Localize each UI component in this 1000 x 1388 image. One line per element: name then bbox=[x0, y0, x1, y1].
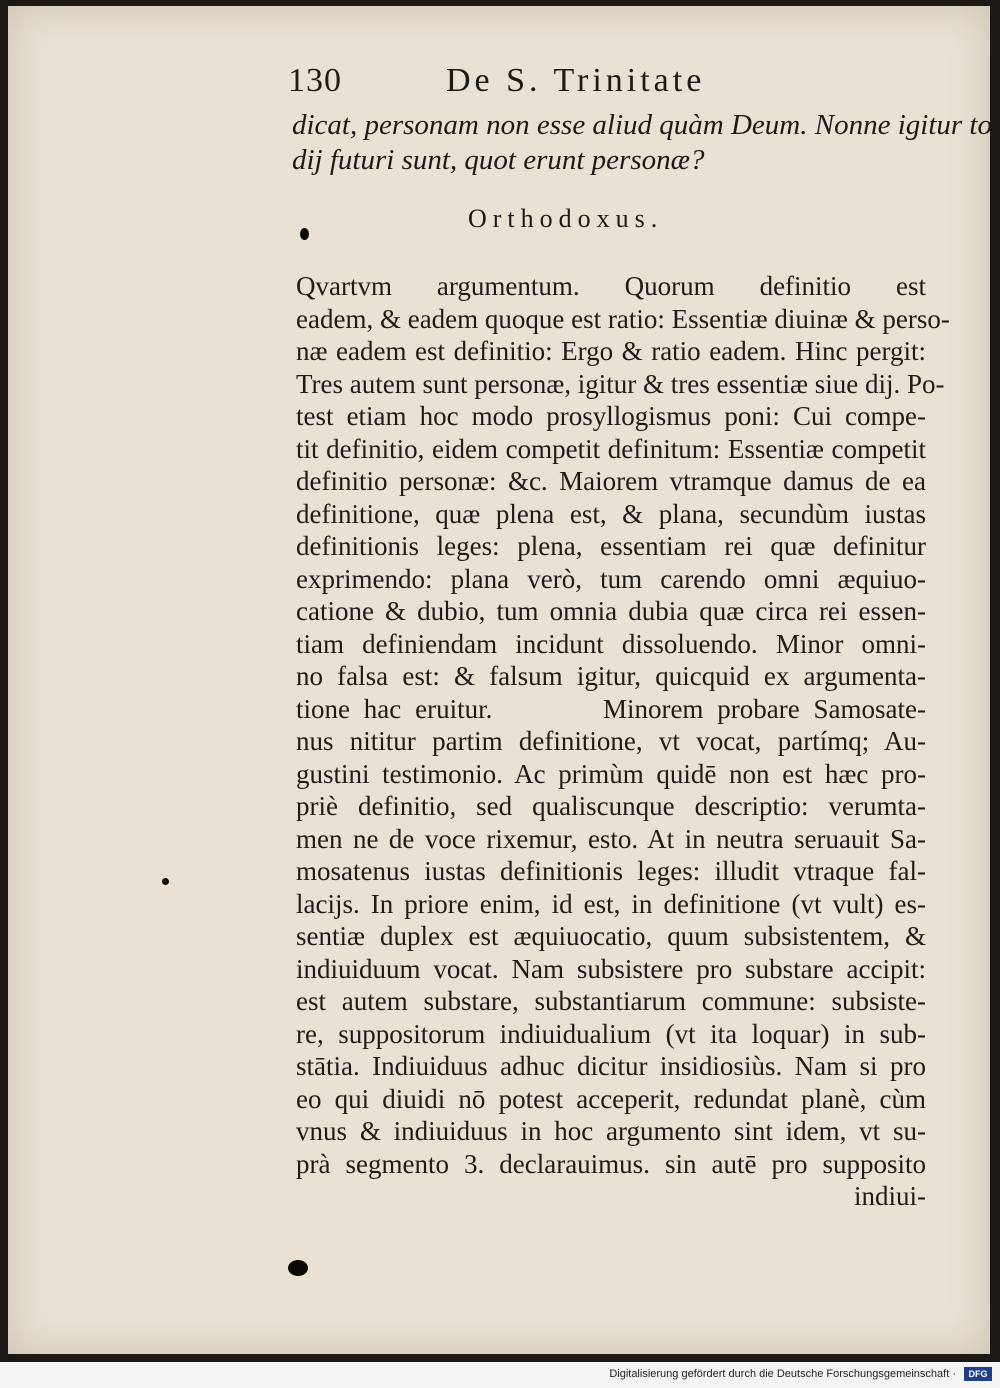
text-line: tit definitio, eidem competit definitum: Essentiæ competit bbox=[296, 433, 926, 464]
text-line: lacijs. In priore enim, id est, in definitione (vt vult) es- bbox=[296, 888, 926, 919]
text-line: est autem substare, substantiarum commune: subsiste- bbox=[296, 986, 926, 1016]
text-line: test etiam hoc modo prosyllogismus poni: Cui compe- bbox=[296, 401, 926, 431]
section-heading: Orthodoxus. bbox=[468, 204, 664, 233]
ink-blot-mark bbox=[288, 1260, 308, 1276]
intro-line: dicat, personam non esse aliud quàm Deum. Nonne igitur tot bbox=[292, 109, 1000, 141]
intro-italic-text bbox=[292, 108, 1000, 178]
text-line: catione & dubio, tum omnia dubia quæ circa rei essen- bbox=[296, 596, 926, 626]
digitization-footer bbox=[0, 1362, 1000, 1388]
text-line: vnus & indiuiduus in hoc argumento sint idem, vt su- bbox=[296, 1116, 926, 1146]
text-line: eadem, & eadem quoque est ratio: Essentiæ diuinæ & perso- bbox=[296, 303, 950, 334]
text-line: nus nititur partim definitione, vt vocat, partímq; Au- bbox=[296, 726, 926, 756]
text-line: exprimendo: plana verò, tum carendo omni æquiuo- bbox=[296, 563, 926, 594]
text-line: definitio personæ: &c. Maiorem vtramque damus de ea bbox=[296, 466, 926, 496]
text-line: definitionis leges: plena, essentiam rei quæ definitur bbox=[296, 531, 926, 561]
text-line: priè definitio, sed qualiscunque descriptio: verumta- bbox=[296, 791, 926, 821]
text-line: tione hac eruitur. Minorem probare Samosate- bbox=[296, 693, 926, 724]
text-line: tiam definiendam incidunt dissoluendo. Minor omni- bbox=[296, 628, 926, 659]
text-line: re, suppositorum indiuidualium (vt ita loquar) in sub- bbox=[296, 1018, 926, 1049]
dfg-logo: DFG bbox=[964, 1367, 992, 1381]
catchword: indiui- bbox=[854, 1181, 926, 1211]
running-title: De S. Trinitate bbox=[446, 62, 706, 99]
ink-dot-mark bbox=[300, 228, 309, 240]
text-line: næ eadem est definitio: Ergo & ratio eadem. Hinc pergit: bbox=[296, 336, 926, 366]
text-line: gustini testimonio. Ac primùm quidē non est hæc pro- bbox=[296, 758, 926, 789]
body-paragraph bbox=[296, 270, 950, 1213]
text-line: definitione, quæ plena est, & plana, secundùm iustas bbox=[296, 498, 926, 529]
text-line: Qvartvm argumentum. Quorum definitio est bbox=[296, 271, 926, 301]
text-line: mosatenus iustas definitionis leges: illudit vtraque fal- bbox=[296, 856, 926, 886]
intro-line: dij futuri sunt, quot erunt personæ? bbox=[292, 144, 705, 176]
text-line: prà segmento 3. declarauimus. sin autē pro supposito bbox=[296, 1148, 926, 1179]
text-line: Tres autem sunt personæ, igitur & tres essentiæ siue dij. Po- bbox=[296, 368, 945, 399]
text-line: no falsa est: & falsum igitur, quicquid ex argumenta- bbox=[296, 661, 926, 691]
page-number: 130 bbox=[288, 62, 342, 99]
running-header bbox=[288, 62, 928, 102]
text-line: eo qui diuidi nō potest acceperit, redundat planè, cùm bbox=[296, 1083, 926, 1114]
text-line: sentiæ duplex est æquiuocatio, quum subsistentem, & bbox=[296, 921, 926, 951]
footer-credit: Digitalisierung gefördert durch die Deutsche Forschungsgemeinschaft · bbox=[609, 1368, 956, 1380]
ink-dot-mark bbox=[162, 878, 169, 885]
text-line: stātia. Indiuiduus adhuc dicitur insidiosiùs. Nam si pro bbox=[296, 1051, 926, 1081]
text-line: indiuiduum vocat. Nam subsistere pro substare accipit: bbox=[296, 953, 926, 984]
text-line: men ne de voce rixemur, esto. At in neutra seruauit Sa- bbox=[296, 823, 926, 854]
